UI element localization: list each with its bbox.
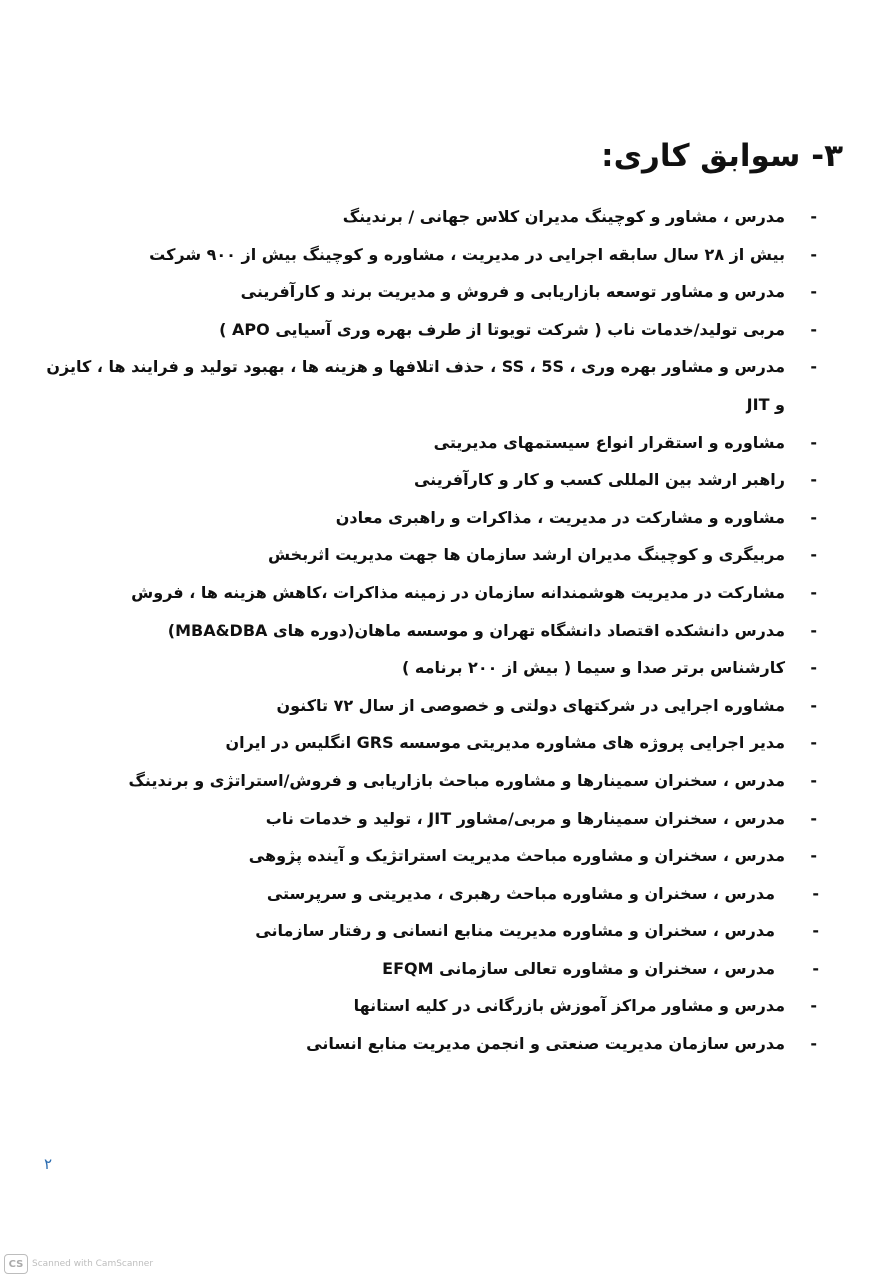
camscanner-watermark: [4, 1254, 153, 1274]
list-item-text: مدرس ، سخنران و مشاوره مباحث رهبری ، مدیریتی و سرپرستی: [266, 883, 775, 903]
bullet-dash: -: [810, 507, 817, 527]
list-item-text: مدرس ، مشاور و کوچینگ مدیران کلاس جهانی / برندینگ: [342, 207, 785, 226]
bullet-dash: -: [810, 207, 817, 226]
list-item: [39, 912, 819, 950]
list-item-text: مربیگری و کوچینگ مدیران ارشد سازمان ها جهت مدیریت اثربخش: [268, 545, 785, 565]
list-item-text: بیش از ۲۸ سال سابقه اجرایی در مدیریت ، مشاوره و کوچینگ بیش از ۹۰۰ شرکت: [149, 244, 785, 264]
list-item-text: مشارکت در مدیریت هوشمندانه سازمان در زمینه مذاکرات ،کاهش هزینه ها ، فروش: [131, 582, 785, 602]
list-item: [39, 762, 819, 800]
bullet-dash: -: [810, 695, 817, 715]
list-item: [39, 800, 819, 838]
list-item: [39, 875, 819, 913]
list-item-text: مشاوره و مشارکت در مدیریت ، مذاکرات و راهبری معادن: [335, 507, 785, 527]
list-item: [39, 536, 819, 574]
list-item-text: مدرس و مشاور مراکز آموزش بازرگانی در کلیه استانها: [353, 996, 785, 1016]
list-item: [39, 499, 819, 537]
list-item-text: مدیر اجرایی پروژه های مشاوره مدیریتی موسسه GRS انگلیس در ایران: [225, 733, 785, 753]
bullet-dash: -: [810, 620, 817, 640]
list-item-text: مدرس و مشاور توسعه بازاریابی و فروش و مدیریت برند و کارآفرینی: [240, 282, 785, 302]
list-item: [39, 424, 819, 462]
list-item: [39, 273, 819, 311]
list-item-text: مدرس سازمان مدیریت صنعتی و انجمن مدیریت منابع انسانی: [306, 1034, 785, 1054]
bullet-dash: -: [812, 958, 819, 978]
list-item-text: مدرس ، سخنران و مشاوره مدیریت منابع انسانی و رفتار سازمانی: [255, 921, 775, 941]
list-item: [39, 311, 819, 349]
list-item: [39, 574, 819, 612]
list-item: [39, 198, 819, 236]
bullet-dash: -: [810, 545, 817, 565]
list-item-text: مربی تولید/خدمات ناب ( شرکت تویوتا از طرف بهره وری آسیایی APO ): [219, 319, 785, 339]
list-item: [39, 987, 819, 1025]
bullet-dash: -: [810, 244, 817, 264]
bullet-dash: -: [810, 770, 817, 790]
list-item: [39, 348, 819, 423]
list-item-text: مشاوره اجرایی در شرکتهای دولتی و خصوصی از سال ۷۲ تاکنون: [276, 695, 785, 715]
list-item: [39, 724, 819, 762]
list-item: [39, 1025, 819, 1063]
bullet-dash: -: [810, 470, 817, 490]
bullet-dash: -: [810, 582, 817, 602]
bullet-dash: -: [812, 883, 819, 903]
list-item: [39, 461, 819, 499]
bullet-dash: -: [810, 808, 817, 828]
bullet-dash: -: [810, 319, 817, 339]
list-item-text: مدرس ، سخنران سمینارها و مشاوره مباحث بازاریابی و فروش/استراتژی و برندینگ: [128, 770, 785, 790]
list-item: [39, 950, 819, 988]
section-title: ۳- سوابق کاری:: [601, 138, 843, 174]
list-item-text: راهبر ارشد بین المللی کسب و کار و کارآفرینی: [413, 470, 785, 490]
list-item-text: مشاوره و استقرار انواع سیستمهای مدیریتی: [433, 432, 785, 452]
list-item: [39, 687, 819, 725]
bullet-dash: -: [810, 996, 817, 1016]
work-experience-list: [39, 198, 819, 1063]
list-item-text: مدرس ، سخنران سمینارها و مربی/مشاور JIT ، تولید و خدمات ناب: [265, 808, 785, 828]
bullet-dash: -: [810, 658, 817, 678]
bullet-dash: -: [810, 846, 817, 866]
list-item-text: مدرس ، سخنران و مشاوره مباحث مدیریت استراتژیک و آینده پژوهی: [248, 846, 785, 866]
camscanner-logo-icon: CS: [4, 1254, 28, 1274]
list-item-text: کارشناس برتر صدا و سیما ( بیش از ۲۰۰ برنامه ): [402, 658, 785, 678]
bullet-dash: -: [810, 1034, 817, 1054]
list-item: [39, 612, 819, 650]
bullet-dash: -: [812, 921, 819, 941]
bullet-dash: -: [810, 432, 817, 452]
bullet-dash: -: [810, 282, 817, 302]
list-item-text: مدرس ، سخنران و مشاوره تعالی سازمانی EFQM: [382, 958, 775, 978]
page-number: ۲: [44, 1155, 53, 1173]
bullet-dash: -: [810, 733, 817, 753]
list-item: [39, 649, 819, 687]
list-item: [39, 837, 819, 875]
bullet-dash: -: [810, 357, 817, 377]
list-item: [39, 236, 819, 274]
list-item-text: مدرس دانشکده اقتصاد دانشگاه تهران و موسسه ماهان(دوره های MBA&DBA): [167, 620, 785, 640]
list-item-text: مدرس و مشاور بهره وری ، SS ، 5S ، حذف اتلافها و هزینه ها ، بهبود تولید و فرایند ها ، کایزن و JIT: [46, 357, 785, 414]
watermark-text: Scanned with CamScanner: [32, 1259, 154, 1269]
